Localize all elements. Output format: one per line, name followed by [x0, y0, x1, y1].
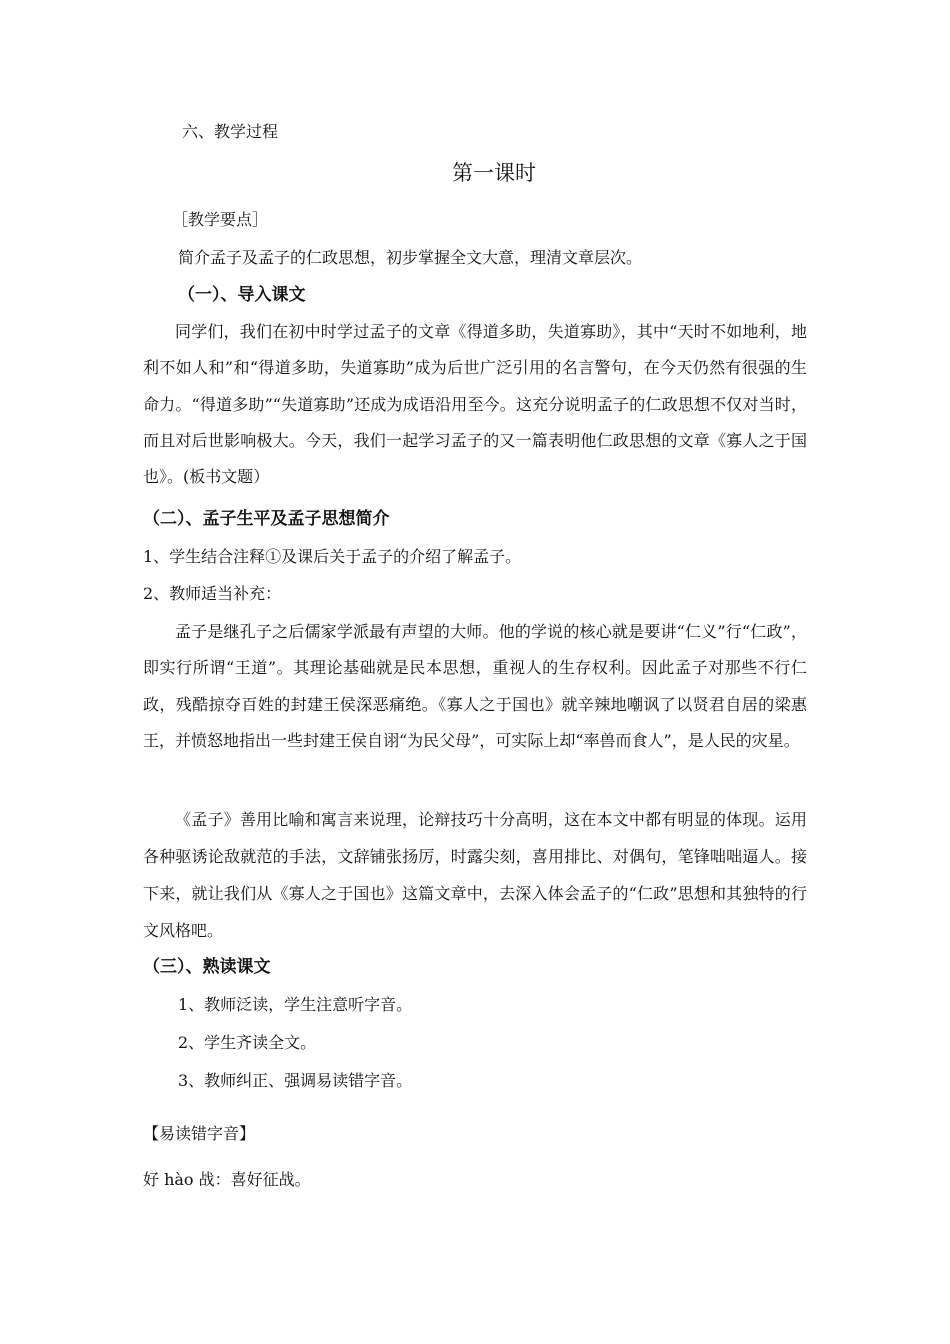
- part3-item-1: 1、教师泛读，学生注意听字音。: [178, 995, 413, 1014]
- part2-heading: （二）、孟子生平及孟子思想简介: [143, 509, 390, 529]
- part3-item-2: 2、学生齐读全文。: [178, 1033, 317, 1052]
- part3-item-3: 3、教师纠正、强调易读错字音。: [178, 1071, 413, 1090]
- part3-heading: （三）、熟读课文: [143, 957, 271, 977]
- key-points-label: ［教学要点］: [172, 210, 269, 229]
- key-points-text: 简介孟子及孟子的仁政思想，初步掌握全文大意，理清文章层次。: [178, 248, 643, 267]
- part2-item-2: 2、教师适当补充：: [143, 584, 282, 603]
- part2-paragraph-2: 《孟子》善用比喻和寓言来说理，论辩技巧十分高明，这在本文中都有明显的体现。运用各种驱诱论敌就范的手法，文辞铺张扬厉，时露尖刻，喜用排比、对偶句，笔锋咄咄逼人。接下来，就让我们从《寡人之于国也》这篇文章中，去深入体会孟子的“仁政”思想和其独特的行文风格吧。: [143, 810, 807, 940]
- pronunciation-label: 【易读错字音】: [143, 1124, 256, 1143]
- part2-item-1: 1、学生结合注释①及课后关于孟子的介绍了解孟子。: [143, 547, 522, 566]
- part1-paragraph: 同学们，我们在初中时学过孟子的文章《得道多助，失道寡助》，其中“天时不如地利，地利不如人和”和“得道多助，失道寡助”成为后世广泛引用的名言警句，在今天仍然有很强的生命力。“得道多助”“失道寡助”还成为成语沿用至今。这充分说明孟子的仁政思想不仅对当时，而且对后世影响极大。今天，我们一起学习孟子的又一篇表明他仁政思想的文章《寡人之于国也》。(板书文题）: [143, 322, 807, 487]
- pronunciation-entry: 好 hào 战：喜好征战。: [143, 1170, 311, 1189]
- section-heading: 六、教学过程: [182, 122, 279, 141]
- part2-paragraph-1: 孟子是继孔子之后儒家学派最有声望的大师。他的学说的核心就是要讲“仁义”行“仁政”，即实行所谓“王道”。其理论基础就是民本思想，重视人的生存权利。因此孟子对那些不行仁政，残酷掠夺百姓的封建王侯深恶痛绝。《寡人之于国也》就辛辣地嘲讽了以贤君自居的梁惠王，并愤怒地指出一些封建王侯自诩“为民父母”，可实际上却“率兽而食人”，是人民的灾星。: [143, 622, 807, 751]
- lesson-title: 第一课时: [452, 161, 536, 185]
- part1-heading: （一）、导入课文: [178, 285, 306, 305]
